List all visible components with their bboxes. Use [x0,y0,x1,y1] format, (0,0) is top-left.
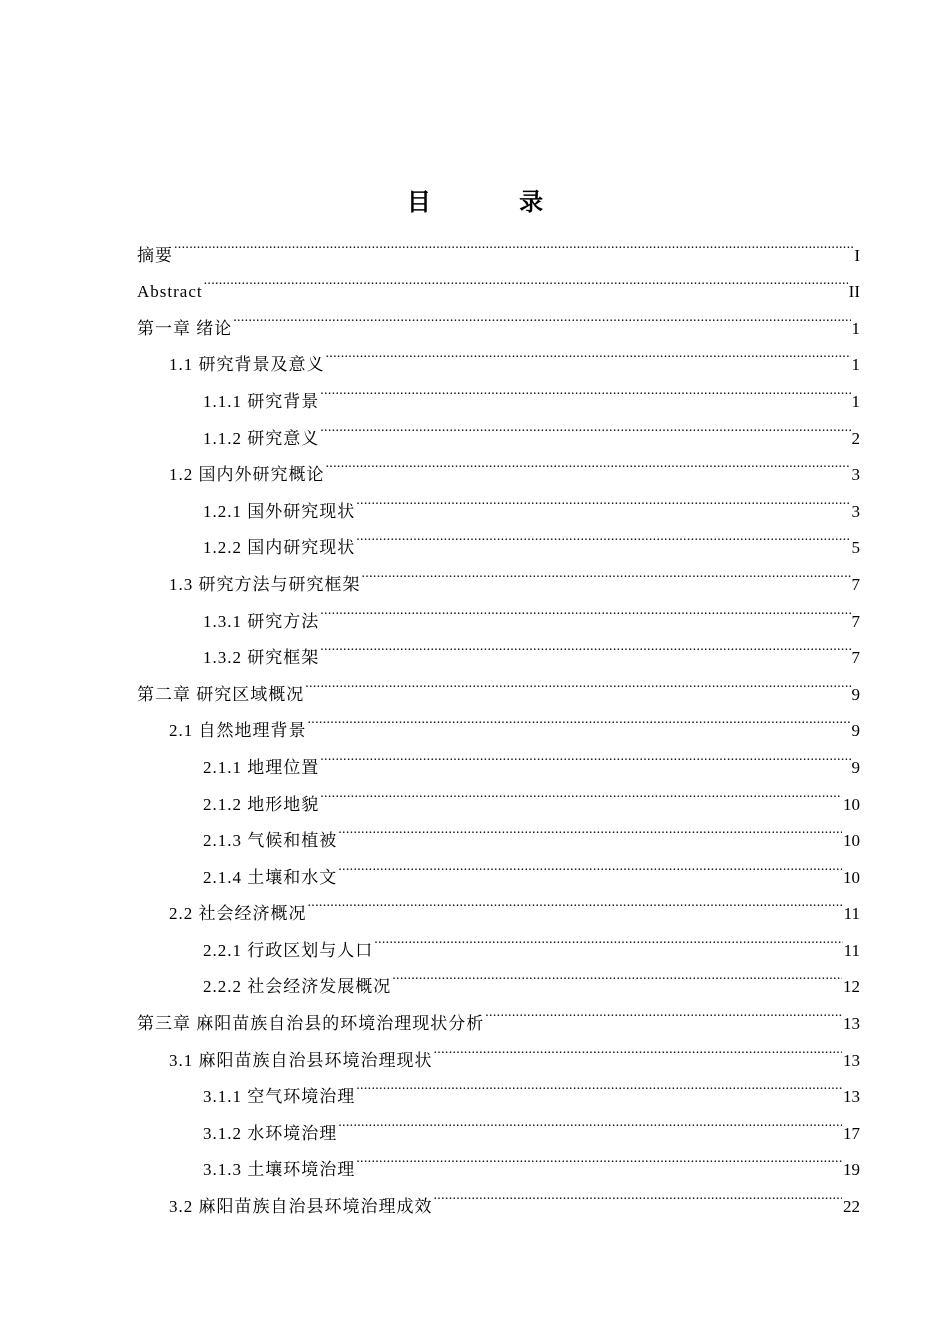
toc-entry-label: 1.1.2 研究意义 [203,428,320,448]
toc-entry-page-number: 9 [851,684,860,704]
toc-dot-leader [356,517,850,554]
toc-entry-label: 第一章 绪论 [137,318,233,338]
toc-dot-leader [392,956,842,993]
toc-entry-label: 2.1.4 土壤和水文 [203,867,338,887]
toc-dot-leader [308,883,843,920]
toc-entry-label: 摘要 [137,245,173,265]
toc-entry-label: 3.1.1 空气环境治理 [203,1087,356,1107]
toc-entry-page-number: I [854,245,860,265]
toc-entry-label: 1.3 研究方法与研究框架 [169,574,361,594]
toc-entry[interactable] [137,297,860,338]
toc-entry[interactable] [137,334,860,375]
toc-dot-leader [320,590,850,627]
toc-entry-page-number: 1 [851,355,860,375]
toc-dot-leader [326,444,851,481]
toc-entry-label: 第二章 研究区域概况 [137,684,305,704]
toc-entry-page-number: 2 [851,428,860,448]
toc-title: 目 录 [406,188,584,217]
toc-dot-leader [233,297,850,334]
toc-entry-label: 2.2.1 行政区划与人口 [203,940,374,960]
toc-entry-page-number: 10 [843,794,860,814]
toc-entry-label: 1.1 研究背景及意义 [169,355,325,375]
toc-entry-page-number: 22 [843,1197,860,1217]
toc-entry-page-number: 10 [843,831,860,851]
toc-dot-leader [362,553,851,590]
toc-dot-leader [204,261,848,298]
toc-entry-page-number: 1 [851,391,860,411]
toc-entry-page-number: II [848,282,860,302]
toc-entry-page-number: 13 [843,1050,860,1070]
toc-dot-leader [320,773,842,810]
toc-dot-leader [356,1139,842,1176]
toc-dot-leader [320,736,850,773]
toc-entry-label: 3.1.3 土壤环境治理 [203,1160,356,1180]
toc-dot-leader [320,407,850,444]
toc-entry-label: 3.1 麻阳苗族自治县环境治理现状 [169,1050,433,1070]
toc-entry[interactable] [137,261,860,302]
toc-entry-page-number: 3 [851,501,860,521]
toc-entry-page-number: 13 [843,1014,860,1034]
toc-entry-label: 第三章 麻阳苗族自治县的环境治理现状分析 [137,1014,485,1034]
toc-entry-page-number: 9 [851,721,860,741]
toc-dot-leader [174,224,853,261]
toc-entry-page-number: 10 [843,867,860,887]
toc-dot-leader [356,1066,842,1103]
toc-dot-leader [308,700,851,737]
toc-entry-page-number: 11 [843,940,860,960]
toc-dot-leader [356,480,850,517]
toc-entry-page-number: 12 [843,977,860,997]
toc-dot-leader [374,919,842,956]
toc-entry-label: 1.2 国内外研究概论 [169,465,325,485]
toc-entry-label: 3.2 麻阳苗族自治县环境治理成效 [169,1197,433,1217]
toc-entry-label: 1.3.2 研究框架 [203,648,320,668]
toc-entry-page-number: 9 [851,757,860,777]
toc-dot-leader [434,1029,843,1066]
toc-entry-label: 2.1.3 气候和植被 [203,831,338,851]
toc-entry-page-number: 1 [851,318,860,338]
toc-entry-label: 1.3.1 研究方法 [203,611,320,631]
toc-dot-leader [338,846,842,883]
toc-dot-leader [338,1102,842,1139]
toc-dot-leader [434,1175,843,1212]
toc-entry-label: Abstract [137,282,203,302]
toc-entry-label: 2.2.2 社会经济发展概况 [203,977,392,997]
toc-dot-leader [320,370,850,407]
toc-dot-leader [485,992,842,1029]
toc-entry-label: 1.1.1 研究背景 [203,391,320,411]
toc-entry-page-number: 13 [843,1087,860,1107]
toc-entry-page-number: 7 [851,574,860,594]
toc-entry-page-number: 19 [843,1160,860,1180]
toc-entry-page-number: 3 [851,465,860,485]
table-of-contents [137,224,860,1217]
toc-entry-label: 1.2.1 国外研究现状 [203,501,356,521]
toc-entry-page-number: 11 [843,904,860,924]
toc-entry[interactable] [137,224,860,265]
toc-dot-leader [305,663,850,700]
toc-dot-leader [326,334,851,371]
toc-entry-page-number: 5 [851,538,860,558]
toc-entry-label: 2.1.2 地形地貌 [203,794,320,814]
toc-entry-page-number: 7 [851,611,860,631]
toc-dot-leader [338,810,842,847]
toc-entry-label: 2.1 自然地理背景 [169,721,307,741]
toc-entry-label: 2.2 社会经济概况 [169,904,307,924]
toc-dot-leader [320,627,850,664]
toc-entry-label: 1.2.2 国内研究现状 [203,538,356,558]
toc-entry-label: 2.1.1 地理位置 [203,757,320,777]
toc-entry-label: 3.1.2 水环境治理 [203,1123,338,1143]
toc-entry-page-number: 7 [851,648,860,668]
toc-entry-page-number: 17 [843,1123,860,1143]
